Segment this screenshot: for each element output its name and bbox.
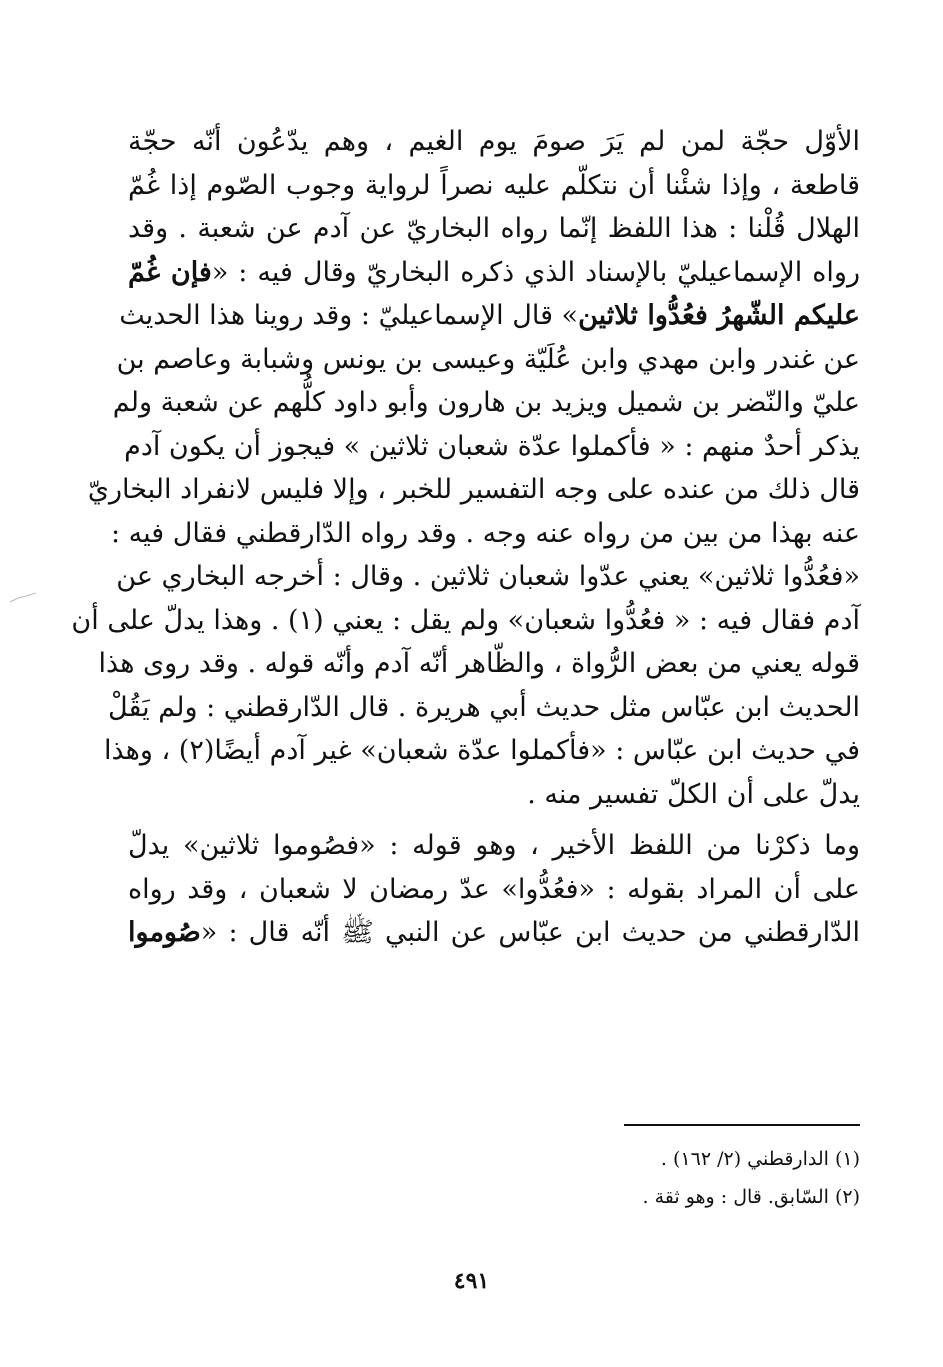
- text-segment: » قال الإسماعيليّ : وقد روينا هذا الحديث: [119, 300, 579, 331]
- footnote-1: (١) الدارقطني (٢/ ١٦٢) .: [660, 1148, 860, 1170]
- text-line: في حديث ابن عبّاس : «فأكملوا عدّة شعبان» غير آدم أيضًا(٢) ، وهذا: [103, 735, 860, 766]
- page-number: ٤٩١: [453, 1268, 490, 1294]
- main-text: [71, 120, 860, 955]
- text-line: آدم فقال فيه : « فعُدُّوا شعبان» ولم يقل : يعني (١) . وهذا يدلّ على أن: [71, 604, 860, 636]
- hadith-quote-bold: عليكم الشّهرُ فعُدُّوا ثلاثين: [578, 300, 860, 331]
- text-line: الأوّل حجّة لمن لم يَرَ صومَ يوم الغيم ، وهم يدّعُون أنّه حجّة: [128, 126, 860, 157]
- footnote-divider: [624, 1124, 860, 1126]
- hadith-quote-bold: صُوموا: [128, 917, 201, 948]
- text-line: قاطعة ، وإذا شئْنا أن نتكلّم عليه نصراً لرواية وجوب الصّوم إذا غُمّ: [128, 169, 860, 201]
- footnote-2: (٢) السّابق. قال : وهو ثقة .: [642, 1186, 860, 1208]
- text-line: يذكر أحدٌ منهم : « فأكملوا عدّة شعبان ثلاثين » فيجوز أن يكون آدم: [124, 430, 860, 462]
- text-line: عن غندر وابن مهدي وابن عُلَيّة وعيسى بن يونس وشبابة وعاصم بن: [116, 343, 860, 375]
- text-line: قوله يعني من بعض الرُّواة ، والظّاهر أنّه آدم وأنّه قوله . وقد روى هذا: [98, 648, 860, 679]
- text-line: عليّ والنّضر بن شميل ويزيد بن هارون وأبو داود كلُّهم عن شعبة ولم: [112, 387, 860, 418]
- paragraph-gap: [128, 816, 860, 824]
- footnotes: [400, 1140, 860, 1216]
- text-line: على أن المراد بقوله : «فعُدُّوا» عدّ رمضان لا شعبان ، وقد رواه: [128, 873, 860, 905]
- text-line: وما ذكرْنا من اللفظ الأخير ، وهو قوله : «فصُوموا ثلاثين» يدلّ: [128, 830, 860, 861]
- text-line: «فعُدُّوا ثلاثين» يعني عدّوا شعبان ثلاثين . وقال : أخرجه البخاري عن: [116, 561, 860, 592]
- text-segment: رواه الإسماعيليّ بالإسناد الذي ذكره البخاريّ وقال فيه : «: [211, 256, 860, 288]
- text-line: [128, 251, 860, 295]
- text-line: [128, 911, 860, 955]
- text-line: عنه بهذا من بين من رواه عنه وجه . وقد رواه الدّارقطني فقال فيه :: [110, 517, 860, 549]
- text-line: الهلال قُلْنا : هذا اللفظ إنّما رواه البخاريّ عن آدم عن شعبة . وقد: [128, 213, 860, 244]
- text-line: يدلّ على أن الكلّ تفسير منه .: [527, 778, 860, 810]
- text-line: قال ذلك من عنده على وجه التفسير للخبر ، وإلا فليس لانفراد البخاريّ: [87, 474, 860, 505]
- text-segment: الدّارقطني من حديث ابن عبّاس عن النبي ﷺ أنّه قال : «: [200, 917, 860, 948]
- hadith-quote-bold: فإن غُمّ: [128, 256, 212, 288]
- text-line: [119, 294, 860, 338]
- scan-artifact-mark: [8, 592, 38, 604]
- text-line: الحديث ابن عبّاس مثل حديث أبي هريرة . قال الدّارقطني : ولم يَقُلْ: [108, 691, 860, 723]
